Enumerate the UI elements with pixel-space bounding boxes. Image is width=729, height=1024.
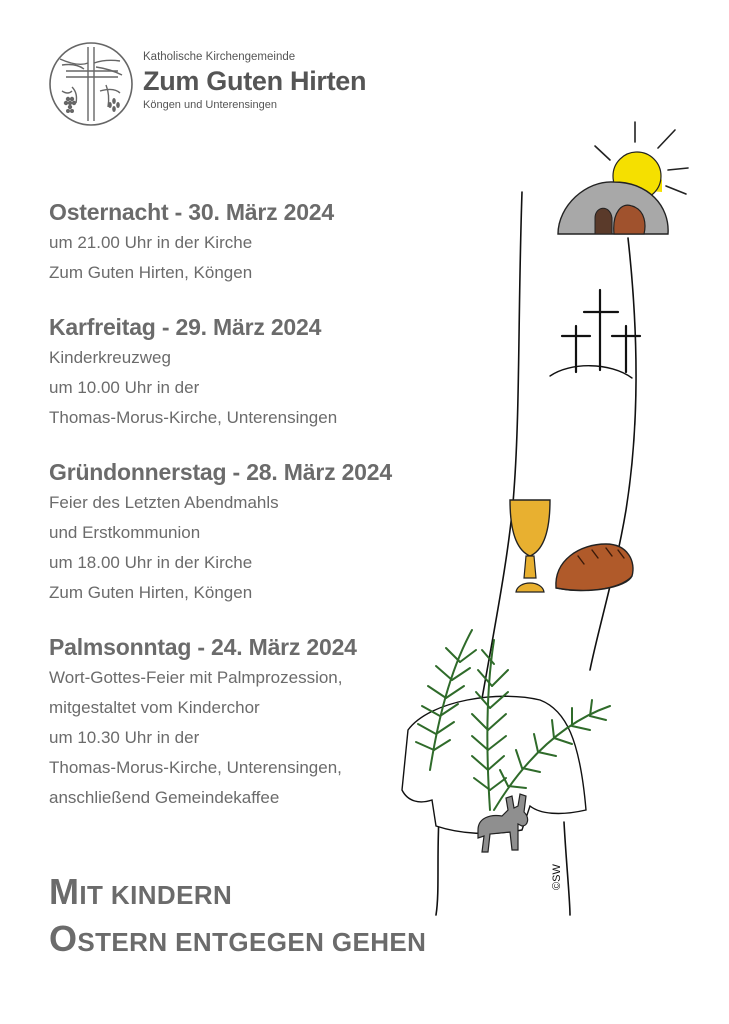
event-detail: um 10.30 Uhr in der: [49, 728, 200, 747]
event-detail: Kinderkreuzweg: [49, 348, 171, 367]
parish-logo: [48, 41, 134, 127]
event-detail: und Erstkommunion: [49, 523, 201, 542]
organization-name: Zum Guten Hirten: [143, 65, 367, 96]
event-title: Palmsonntag - 24. März 2024: [49, 634, 357, 660]
slogan-line-1: MIT KINDERN: [49, 871, 233, 912]
event-title: Karfreitag - 29. März 2024: [49, 314, 322, 340]
event-detail: Zum Guten Hirten, Köngen: [49, 263, 253, 282]
event-detail: anschließend Gemeindekaffee: [49, 788, 280, 807]
organization-header: [143, 52, 366, 111]
artist-signature: ©SW: [551, 864, 563, 890]
chalice-icon: [510, 500, 550, 592]
event-title: Gründonnerstag - 28. März 2024: [49, 459, 392, 485]
slogan-line-2: OSTERN ENTGEGEN GEHEN: [49, 918, 427, 959]
event-detail: Thomas-Morus-Kirche, Unterensingen: [49, 408, 338, 427]
event-title: Osternacht - 30. März 2024: [49, 199, 334, 225]
organization-type: Katholische Kirchengemeinde: [143, 51, 296, 63]
bread-icon: [556, 544, 633, 591]
event-detail: um 10.00 Uhr in der: [49, 378, 200, 397]
easter-path-illustration: [390, 110, 720, 930]
slogan: [49, 870, 426, 964]
event-detail: Feier des Letzten Abendmahls: [49, 493, 279, 512]
event-detail: Wort-Gottes-Feier mit Palmprozession,: [49, 668, 343, 687]
three-crosses-icon: [550, 290, 640, 378]
event-detail: mitgestaltet vom Kinderchor: [49, 698, 260, 717]
organization-location: Köngen und Unterensingen: [143, 98, 277, 111]
event-detail: Zum Guten Hirten, Köngen: [49, 583, 253, 602]
event-detail: um 21.00 Uhr in der Kirche: [49, 233, 253, 252]
event-detail: um 18.00 Uhr in der Kirche: [49, 553, 253, 572]
event-detail: Thomas-Morus-Kirche, Unterensingen,: [49, 758, 342, 777]
